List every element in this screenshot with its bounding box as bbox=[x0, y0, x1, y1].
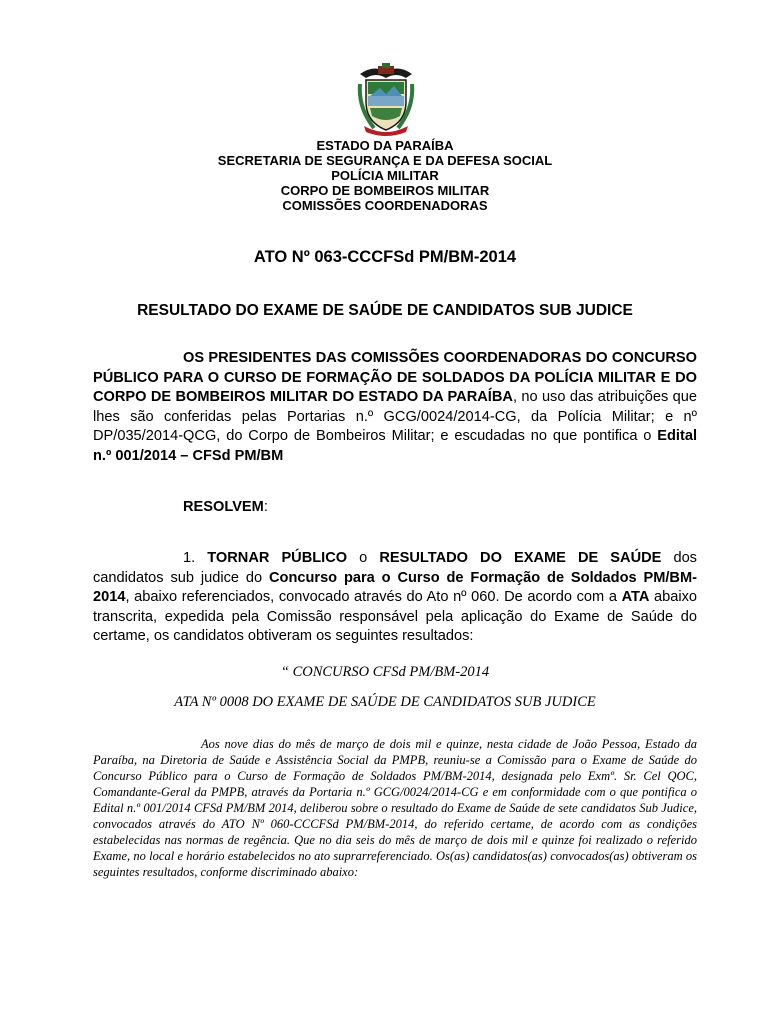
header-fire-brigade: CORPO DE BOMBEIROS MILITAR bbox=[280, 183, 490, 198]
header-military-police: POLÍCIA MILITAR bbox=[331, 168, 439, 183]
minutes-title: ATA Nº 0008 DO EXAME DE SAÚDE DE CANDIDATOS SUB JUDICE bbox=[174, 694, 596, 710]
minutes-paragraph: Aos nove dias do mês de março de dois mil e quinze, nesta cidade de João Pessoa, Estado da Paraíba, na Diretoria de Saúde e Assistência Social da PMPB, reuniu-se a Comissão para o Exame de Saúde do Concurso Público para o Curso de Formação de Soldados PM/BM-2014, designada pelo Exmº. Sr. Cel QOC, Comandante-Geral da PMPB, através da Portaria n.º GCG/0024/2014-CG e em conformidade com o que pontifica o Edital n.º 001/2014 CFSd PM/BM 2014, deliberou sobre o resultado do Exame de Saúde de sete candidatos Sub Judice, convocados através do ATO Nº 060-CCCFSd PM/BM-2014, do referido certame, de acordo com as condições estabelecidas nas normas de regência. Que no dia seis do mês de março de dois mil e quinze foi realizado o referido Exame, no local e horário estabelecidos no ato suprarreferenciado. Os(as) candidatos(as) convocados(as) obtiveram os seguintes resultados, conforme discriminado abaixo: bbox=[93, 737, 697, 879]
preamble-paragraph bbox=[93, 349, 697, 466]
header-secretariat: SECRETARIA DE SEGURANÇA E DA DEFESA SOCIAL bbox=[217, 153, 553, 168]
contest-quote-title: “ CONCURSO CFSd PM/BM-2014 bbox=[280, 664, 490, 680]
preamble-edital: Edital n.º 001/2014 – CFSd PM/BM bbox=[93, 428, 697, 464]
result-heading: RESULTADO DO EXAME DE SAÚDE DE CANDIDATOS SUB JUDICE bbox=[137, 302, 633, 319]
preamble-bold-lead: OS PRESIDENTES DAS COMISSÕES COORDENADORAS DO CONCURSO PÚBLICO PARA O CURSO DE FORMAÇÃO DE SOLDADOS DA POLÍCIA MILITAR E DO CORPO DE BOMBEIROS MILITAR DO ESTADO DA PARAÍBA bbox=[93, 350, 697, 405]
state-coat-of-arms bbox=[356, 62, 416, 136]
item-1-paragraph: 1. TORNAR PÚBLICO o RESULTADO DO EXAME DE SAÚDE dos candidatos sub judice do Concurso para o Curso de Formação de Soldados PM/BM-2014, abaixo referenciados, convocado através do Ato nº 060. De acordo com a ATA abaixo transcrita, expedida pela Comissão responsável pela aplicação do Exame de Saúde do certame, os candidatos obtiveram os seguintes resultados: bbox=[93, 550, 698, 644]
resolvem-label: RESOLVEM: bbox=[183, 499, 268, 515]
header-state: ESTADO DA PARAÍBA bbox=[316, 138, 454, 153]
header-commissions: COMISSÕES COORDENADORAS bbox=[282, 198, 488, 213]
act-number-title: ATO Nº 063-CCCFSd PM/BM-2014 bbox=[253, 248, 517, 266]
preamble-text: , no uso das atribuições que lhes são conferidas pelas Portarias n.º GCG/0024/2014-CG, da Polícia Militar; e nº DP/035/2014-QCG, do Corpo de Bombeiros Militar; e escudadas no que pontifica o bbox=[93, 389, 697, 444]
